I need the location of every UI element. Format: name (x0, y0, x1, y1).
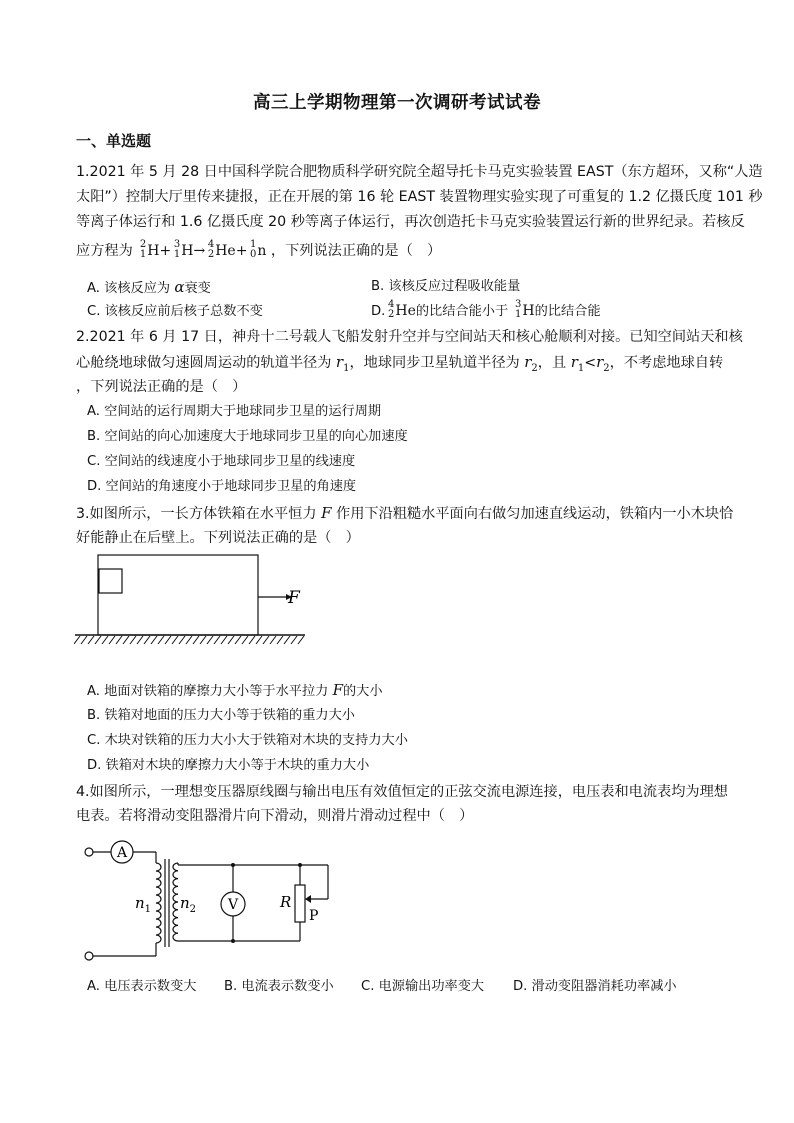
coil-turn (173, 910, 178, 918)
rheostat (295, 885, 305, 922)
q2-option-c[interactable]: C. 空间站的线速度小于地球同步卫星的线速度 (87, 454, 356, 469)
ground-hatch (270, 636, 276, 644)
q1-option-a[interactable]: A. 该核反应为 α衰变 (87, 278, 211, 296)
q4-option-b[interactable]: B. 电流表示数变小 (224, 979, 334, 994)
ground-hatch (123, 636, 129, 644)
q2-line-2: 心舱绕地球做匀速圆周运动的轨道半径为 $r_1$，地球同步卫星轨道半径为 $r_2$，且 $r_1<r_2$，不考虑地球自转 (76, 353, 724, 374)
iron-box-figure (74, 548, 314, 648)
q2-option-a[interactable]: A. 空间站的运行周期大于地球同步卫星的运行周期 (87, 404, 382, 419)
page-title: 高三上学期物理第一次调研考试试卷 (253, 93, 541, 113)
coil-turn (173, 925, 178, 933)
secondary-coil (173, 863, 178, 941)
q1-option-c[interactable]: C. 该核反应前后核子总数不变 (87, 304, 263, 319)
ground-hatch (137, 636, 143, 644)
q2-line-1: 2.2021 年 6 月 17 日，神舟十二号载人飞船发射升空并与空间站天和核心舱顺利对接。已知空间站天和核 (76, 329, 743, 345)
slider-tip (305, 895, 311, 903)
ground-hatch (256, 636, 262, 644)
ammeter-label: A (116, 845, 128, 861)
wooden-block (99, 569, 122, 593)
primary-coil (156, 863, 161, 943)
ground-hatch (116, 636, 122, 644)
slider-label: P (309, 908, 319, 924)
terminal-top (85, 848, 93, 856)
q3-option-b[interactable]: B. 铁箱对地面的压力大小等于铁箱的重力大小 (87, 708, 355, 723)
ground-hatch (291, 636, 297, 644)
rheostat-label: R (280, 893, 292, 911)
coil-turn (156, 919, 161, 927)
ground-hatch (263, 636, 269, 644)
coil-turn (156, 863, 161, 871)
coil-turn (156, 895, 161, 903)
q4-line-2: 电表。若将滑动变阻器滑片向下滑动，则滑片滑动过程中（ ） (76, 808, 474, 824)
q1-line-1: 1.2021 年 5 月 28 日中国科学院合肥物质科学研究院全超导托卡马克实验装置 EAST（东方超环，又称“人造 (76, 164, 763, 180)
ground-hatch (249, 636, 255, 644)
coil-turn (156, 903, 161, 911)
coil-turn (156, 911, 161, 919)
ground-hatch (151, 636, 157, 644)
ground-hatch (200, 636, 206, 644)
ground-hatch (165, 636, 171, 644)
coil-turn (173, 918, 178, 926)
q1-option-d[interactable]: D. 4 2 He的比结合能小于 3 1 H的比结合能 (371, 299, 601, 320)
q1-line-3: 等离子体运行和 1.6 亿摄氏度 20 秒等离子体运行，再次创造托卡马克实验装置运行新的世界纪录。若核反 (76, 214, 745, 230)
ground-hatch (207, 636, 213, 644)
q3-line-1: 3.如图所示，一长方体铁箱在水平恒力 F 作用下沿粗糙水平面向右做匀加速直线运动，铁箱内一小木块恰 (76, 504, 734, 522)
ground-hatch (298, 636, 304, 644)
ground-hatch (88, 636, 94, 644)
iron-box (98, 555, 258, 635)
ground-hatch (277, 636, 283, 644)
q3-line-2: 好能静止在后壁上。下列说法正确的是（ ） (76, 530, 360, 546)
ground-hatch (186, 636, 192, 644)
ground-hatch (221, 636, 227, 644)
q1-line-4: 应方程为 2 1 H+ 3 1 H→ 4 2 He+ 1 0 n ，下列说法正确的是（ ） (76, 239, 442, 260)
terminal-bottom (85, 952, 93, 960)
q3-option-c[interactable]: C. 木块对铁箱的压力大小大于铁箱对木块的支持力大小 (87, 733, 408, 748)
ground-hatch (102, 636, 108, 644)
ground-hatch (179, 636, 185, 644)
ground-hatch (95, 636, 101, 644)
q2-line-3: ，下列说法正确的是（ ） (76, 379, 247, 395)
ground-hatch (193, 636, 199, 644)
ground-hatch (109, 636, 115, 644)
force-label: F (288, 588, 300, 608)
coil-turn (173, 886, 178, 894)
coil-turn (173, 871, 178, 879)
coil-turn (173, 863, 178, 871)
coil-turn (156, 879, 161, 887)
q4-option-d[interactable]: D. 滑动变阻器消耗功率减小 (513, 979, 677, 994)
coil-turn (173, 902, 178, 910)
q2-option-b[interactable]: B. 空间站的向心加速度大于地球同步卫星的向心加速度 (87, 429, 408, 444)
coil-turn (173, 894, 178, 902)
ground-hatch (235, 636, 241, 644)
ground-hatch (74, 636, 80, 644)
section-heading: 一、单选题 (76, 132, 152, 150)
nuclear-equation: 2 1 H+ 3 1 H→ 4 2 He+ 1 0 n (139, 239, 267, 260)
q4-option-c[interactable]: C. 电源输出功率变大 (361, 979, 485, 994)
coil-turn (156, 935, 161, 943)
coil-turn (156, 927, 161, 935)
coil-turn (173, 933, 178, 941)
ground-hatch (172, 636, 178, 644)
ground-hatch (284, 636, 290, 644)
q3-option-a[interactable]: A. 地面对铁箱的摩擦力大小等于水平拉力 F的大小 (87, 681, 383, 699)
transformer-circuit (80, 835, 350, 965)
ground-hatch (81, 636, 87, 644)
q1-option-b[interactable]: B. 该核反应过程吸收能量 (371, 279, 521, 294)
ground-hatch (144, 636, 150, 644)
q4-option-a[interactable]: A. 电压表示数变大 (87, 979, 197, 994)
q2-option-d[interactable]: D. 空间站的角速度小于地球同步卫星的角速度 (87, 479, 357, 494)
ground-hatch (228, 636, 234, 644)
ground-hatch (130, 636, 136, 644)
voltmeter-label: V (227, 897, 239, 913)
n2-label: $n_2$ (180, 894, 197, 915)
q3-option-d[interactable]: D. 铁箱对木块的摩擦力大小等于木块的重力大小 (87, 758, 370, 773)
q1-line-2: 太阳”）控制大厅里传来捷报，正在开展的第 16 轮 EAST 装置物理实验实现了可重复的 1.2 亿摄氏度 101 秒 (76, 189, 763, 205)
ground-hatch (158, 636, 164, 644)
n1-label: $n_1$ (135, 894, 152, 915)
coil-turn (173, 879, 178, 887)
ground-hatch (214, 636, 220, 644)
coil-turn (156, 887, 161, 895)
q4-line-1: 4.如图所示，一理想变压器原线圈与输出电压有效值恒定的正弦交流电源连接，电压表和电流表均为理想 (76, 784, 728, 800)
coil-turn (156, 871, 161, 879)
ground-hatch (242, 636, 248, 644)
